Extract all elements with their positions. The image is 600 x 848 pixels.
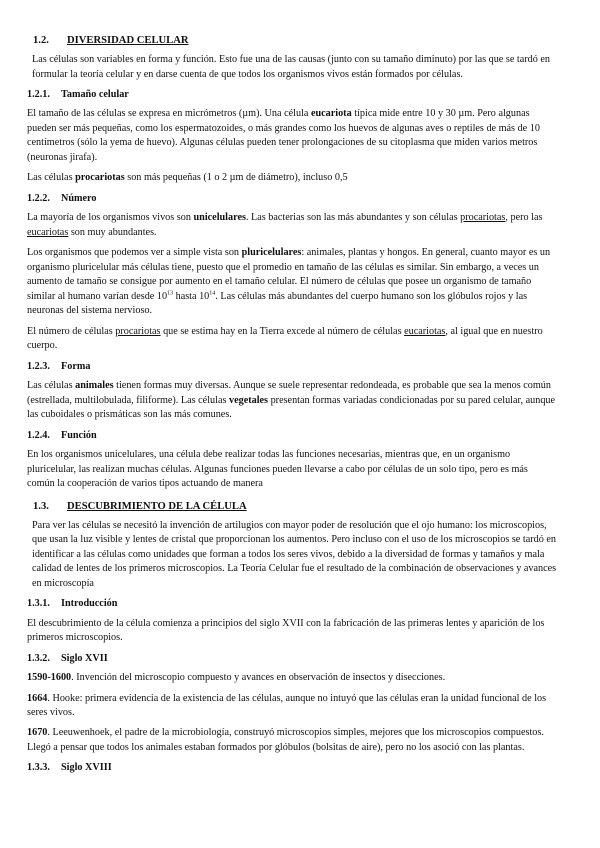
bold-term: procariotas bbox=[75, 172, 125, 184]
year-label: 1664 bbox=[27, 692, 48, 704]
bold-term: animales bbox=[75, 380, 114, 392]
text-run: . Las bacterias son las más abundantes y son células bbox=[245, 212, 461, 224]
underlined-term: procariotas bbox=[460, 212, 506, 224]
underlined-term: eucariotas bbox=[27, 226, 69, 238]
text-run: Las células bbox=[27, 380, 76, 392]
text-run: : animales, plantas y hongos. En general, cuanto mayor es un organismo pluricelular más células tiene, puesto que el promedio en tamaño de las células es similar. Sin embargo, a veces un aumento de tamaño se consigue por aumento en el tamaño celular. El número de células que posee un organismo de tamaño similar al humano varían desde 10 bbox=[27, 247, 551, 302]
paragraph-descubrimiento-intro: Para ver las células se necesitó la invención de artilugios con mayor poder de resolución que el ojo humano: los microscopios, que usan la luz visible y lentes de cristal que proporcionan los aumentos. Pero incluso con el uso de los microscopios se tardó en identificar a las células como unidades que forman a todos los seres vivos, debido a la diversidad de formas y tamaños y mala calidad de lentes de los primeros microscopios. La Teoría Celular fue el resultado de la combinación de observaciones y avances en microscopía bbox=[32, 519, 557, 589]
section-heading-1-2-2 bbox=[27, 192, 557, 206]
section-heading-1-2-4 bbox=[27, 429, 557, 443]
section-title: Función bbox=[61, 429, 97, 441]
text-run: que se estima hay en la Tierra excede al número de células bbox=[160, 325, 405, 337]
text-run: El número de células bbox=[27, 325, 116, 337]
section-heading-1-3-1 bbox=[27, 597, 557, 611]
section-title: Forma bbox=[61, 360, 91, 372]
section-number: 1.2.3. bbox=[27, 360, 50, 372]
section-title: Siglo XVIII bbox=[61, 762, 112, 774]
text-run: hasta 10 bbox=[173, 290, 210, 302]
section-number: 1.2.1. bbox=[27, 89, 50, 100]
text-run: El tamaño de las células se expresa en micrómetros (µm). Una célula bbox=[27, 108, 311, 120]
section-heading-1-3-2 bbox=[27, 652, 557, 666]
section-heading-1-3-3 bbox=[27, 761, 557, 775]
bold-term: unicelulares bbox=[193, 212, 246, 224]
section-title: Siglo XVII bbox=[61, 652, 108, 664]
bold-term: eucariota bbox=[310, 108, 352, 120]
section-heading-1-2-3 bbox=[27, 360, 557, 374]
text-run: La mayoría de los organismos vivos son bbox=[27, 212, 194, 224]
paragraph-1664 bbox=[27, 692, 557, 721]
text-run: tienen formas muy diversas. Aunque se suele representar redondeada, es probable que sea la menos común (estrellada, multilobulada, filiforme). Las células bbox=[27, 380, 551, 406]
text-run: típica mide entre 10 y 30 µm. Pero algunas pueden ser más pequeñas, como los espermatozoides, o más grandes como los huevos de algunas aves o reptiles de más de 10 centímetros (sólo la yema de huevo). Algunas células pueden tener prolongaciones de su citoplasma que miden varios metros (neuronas jirafa). bbox=[27, 108, 540, 163]
paragraph-introduccion: El descubrimiento de la célula comienza a principios del siglo XVII con la fabricación de las primeras lentes y aparición de los primeros microscopios. bbox=[27, 617, 545, 644]
section-number: 1.3.2. bbox=[27, 652, 50, 664]
section-title: Introducción bbox=[61, 598, 118, 610]
paragraph-numero-1 bbox=[27, 211, 557, 240]
bold-term: vegetales bbox=[228, 394, 269, 406]
text-run: . Hooke: primera evidencia de la existencia de las células, aunque no intuyó que las células eran la unidad funcional de los seres vivos. bbox=[27, 692, 547, 718]
year-label: 1590-1600 bbox=[27, 672, 72, 684]
paragraph-procariotas-size bbox=[27, 171, 557, 185]
text-run: . Leeuwenhoek, el padre de la microbiología, construyó microscopios simples, mejores que los microscopios compuestos. Llegó a pensar que todos los animales estaban formados por glóbulos (bolsitas de aire), pero no los asoció con las plantas. bbox=[27, 727, 544, 753]
paragraph-1670 bbox=[27, 726, 557, 755]
section-title: Número bbox=[61, 192, 97, 204]
section-title: DESCUBRIMIENTO DE LA CÉLULA bbox=[67, 500, 247, 512]
superscript: 14 bbox=[209, 290, 216, 297]
year-label: 1670 bbox=[27, 727, 48, 739]
paragraph-funcion: En los organismos unicelulares, una célula debe realizar todas las funciones necesarias, mientras que, en un organismo pluricelular, las realizan muchas células. Algunas funciones pueden llevarse a cabo por células de un solo tipo, pero es más común la cooperación de varios tipos actuando de manera bbox=[27, 449, 528, 490]
text-run: . Las células más abundantes del cuerpo humano son los glóbulos rojos y las neuronas del sistema nervioso. bbox=[27, 290, 528, 317]
section-heading-1-2-1 bbox=[27, 88, 557, 102]
text-run: , pero las bbox=[505, 212, 543, 224]
paragraph-forma bbox=[27, 379, 557, 422]
text-run: Los organismos que podemos ver a simple vista son bbox=[27, 247, 242, 259]
paragraph-numero-3 bbox=[27, 325, 557, 354]
underlined-term: eucariotas bbox=[404, 325, 446, 337]
paragraph-diversidad-intro: Las células son variables en forma y función. Esto fue una de las causas (junto con su tamaño diminuto) por las que se tardó en formular la teoría celular y en darse cuenta de que todos los organismos vivos están formados por células. bbox=[32, 54, 551, 80]
text-run: son más pequeñas (1 o 2 µm de diámetro), incluso 0,5 bbox=[124, 172, 348, 184]
section-number: 1.2.4. bbox=[27, 429, 50, 441]
section-heading-1-3 bbox=[33, 499, 557, 514]
section-title: Tamaño celular bbox=[61, 89, 129, 100]
underlined-term: procariotas bbox=[115, 325, 161, 337]
text-run: . Invención del microscopio compuesto y avances en observación de insectos y disecciones. bbox=[71, 672, 446, 684]
section-number: 1.3. bbox=[33, 500, 49, 512]
section-number: 1.3.3. bbox=[27, 762, 50, 774]
text-run: Las células bbox=[27, 172, 76, 184]
paragraph-numero-2 bbox=[27, 246, 557, 318]
section-title: DIVERSIDAD CELULAR bbox=[67, 35, 189, 46]
text-run: , al igual que en nuestro cuerpo. bbox=[27, 325, 543, 352]
text-run: presentan formas variadas condicionadas por su pared celular, aunque las cuboidales o prismáticas son las más comunes. bbox=[27, 394, 556, 421]
superscript: 13 bbox=[167, 290, 174, 297]
paragraph-1590 bbox=[27, 671, 557, 685]
section-number: 1.2.2. bbox=[27, 192, 50, 204]
section-heading-1-2 bbox=[33, 33, 557, 48]
paragraph-tamano bbox=[27, 107, 557, 165]
section-number: 1.3.1. bbox=[27, 598, 50, 610]
text-run: son muy abundantes. bbox=[68, 226, 157, 238]
section-number: 1.2. bbox=[33, 35, 49, 46]
document-page bbox=[27, 33, 557, 776]
bold-term: pluricelulares bbox=[241, 247, 302, 259]
